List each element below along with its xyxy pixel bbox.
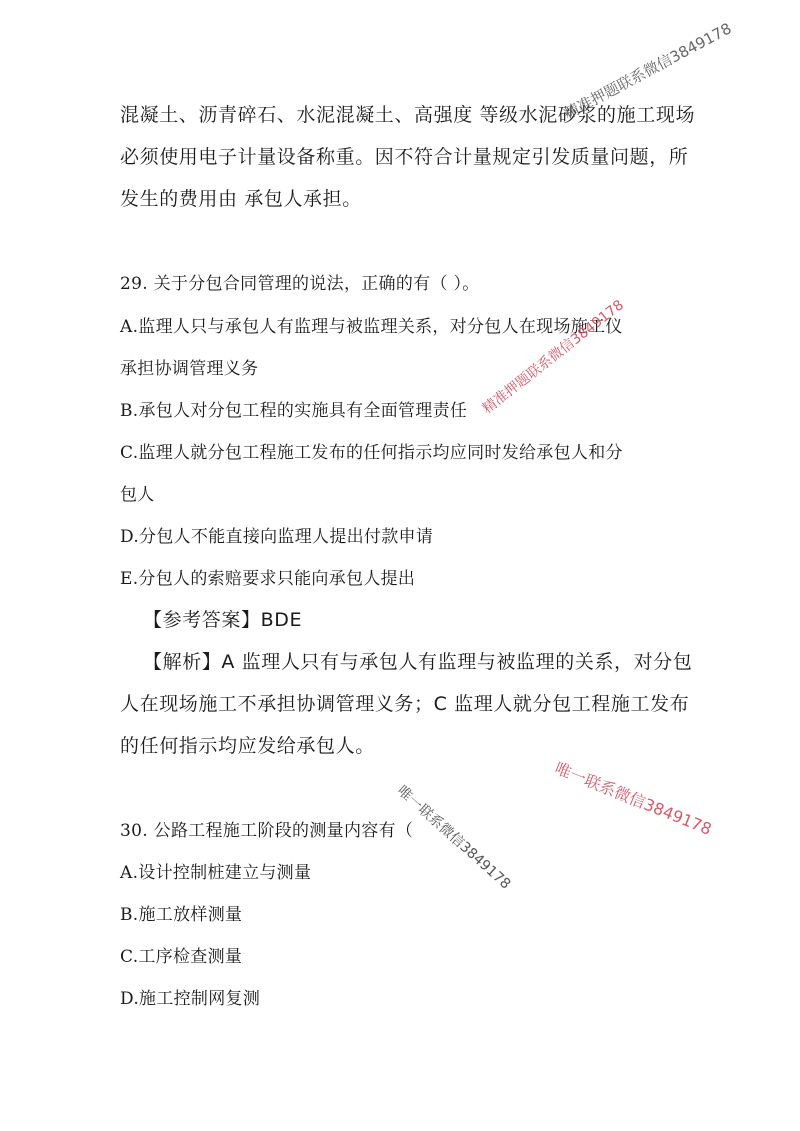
q29-option-b: B.承包人对分包工程的实施具有全面管理责任 <box>120 401 468 421</box>
intro-line-2: 必须使用电子计量设备称重。因不符合计量规定引发质量问题，所 <box>120 146 689 168</box>
q29-option-a: A.监理人只与承包人有监理与被监理关系，对分包人在现场施工仪 <box>120 317 623 337</box>
intro-line-1: 混凝土、沥青碎石、水泥混凝土、高强度 等级水泥砂浆的施工现场 <box>120 104 696 126</box>
question-30-stem: 30. 公路工程施工阶段的测量内容有（ <box>120 821 414 841</box>
q29-option-a-cont: 承担协调管理义务 <box>120 359 259 379</box>
watermark: 唯一联系微信3849178 <box>393 782 514 893</box>
question-29-stem: 29. 关于分包合同管理的说法，正确的有（ ）。 <box>120 274 480 294</box>
watermark: 精准押题联系微信3849178 <box>479 297 627 418</box>
q29-option-c: C.监理人就分包工程施工发布的任何指示均应同时发给承包人和分 <box>120 443 623 463</box>
q29-answer: 【参考答案】BDE <box>143 609 303 631</box>
intro-line-3: 发生的费用由 承包人承担。 <box>120 188 362 210</box>
q29-option-c-cont: 包人 <box>120 485 155 505</box>
q30-option-d: D.施工控制网复测 <box>120 989 261 1009</box>
watermark: 唯一联系微信3849178 <box>552 758 715 839</box>
q30-option-b: B.施工放样测量 <box>120 905 243 925</box>
q29-analysis-line-1: 【解析】A 监理人只有与承包人有监理与被监理的关系，对分包 <box>143 651 693 673</box>
q29-analysis-line-2: 人在现场施工不承担协调管理义务；C 监理人就分包工程施工发布 <box>120 693 690 715</box>
q30-option-c: C.工序检查测量 <box>120 947 243 967</box>
q29-option-e: E.分包人的索赔要求只能向承包人提出 <box>120 569 416 589</box>
q30-option-a: A.设计控制桩建立与测量 <box>120 863 312 883</box>
q29-analysis-line-3: 的任何指示均应发给承包人。 <box>120 735 375 757</box>
watermark: 精准押题联系微信3849178 <box>561 19 735 123</box>
q29-option-d: D.分包人不能直接向监理人提出付款申请 <box>120 527 434 547</box>
